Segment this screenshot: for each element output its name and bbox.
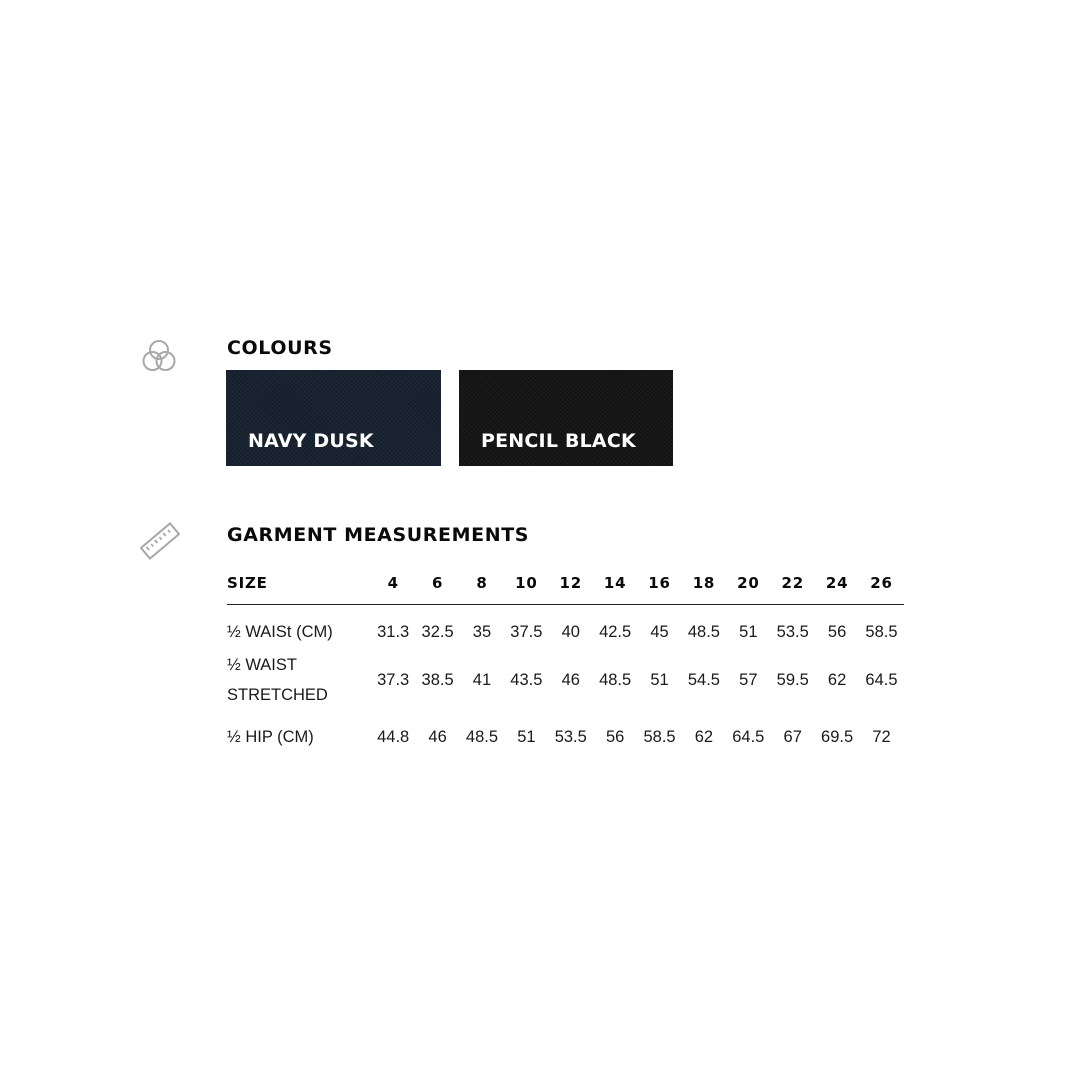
colour-swatch-pencil-black[interactable] — [459, 370, 673, 466]
table-cell: 48.5 — [687, 622, 720, 641]
table-cell: 58.5 — [643, 727, 676, 746]
table-cell: 51 — [650, 670, 669, 689]
table-cell: 35 — [472, 622, 492, 641]
table-cell: 46 — [561, 670, 580, 689]
table-cell: 56 — [605, 727, 625, 746]
table-cell: 59.5 — [776, 670, 809, 689]
size-header-cell: 4 — [371, 562, 415, 605]
measurements-table — [227, 562, 904, 763]
table-cell: 37.5 — [510, 622, 543, 641]
table-cell: 32.5 — [421, 622, 454, 641]
table-cell: 62 — [827, 670, 847, 689]
ruler-icon — [138, 520, 182, 564]
size-header-cell: 10 — [504, 562, 548, 605]
table-cell: 45 — [650, 622, 669, 641]
table-cell: 64.5 — [732, 727, 765, 746]
table-cell: 53.5 — [776, 622, 809, 641]
table-cell: 37.3 — [377, 670, 410, 689]
size-header: SIZE — [227, 562, 371, 605]
table-cell: 48.5 — [465, 727, 499, 746]
table-cell: 54.5 — [687, 670, 720, 689]
size-header-cell: 18 — [682, 562, 726, 605]
row-label: ½ HIP (CM) — [227, 728, 314, 746]
table-cell: 42.5 — [599, 622, 632, 641]
size-header-cell: 14 — [593, 562, 637, 605]
size-header-cell: 26 — [859, 562, 903, 605]
table-cell: 48.5 — [599, 670, 632, 689]
table-cell: 51 — [739, 622, 758, 641]
table-cell: 51 — [517, 727, 536, 746]
table-cell: 44.8 — [377, 727, 410, 746]
table-cell: 53.5 — [554, 727, 587, 746]
size-header-cell: 20 — [726, 562, 770, 605]
size-header-cell: 12 — [549, 562, 593, 605]
size-header-cell: 8 — [460, 562, 504, 605]
colour-swatch-navy-dusk[interactable] — [226, 370, 441, 466]
row-label: ½ WAISt (CM) — [227, 623, 333, 641]
size-header-cell: 22 — [771, 562, 815, 605]
row-label: ½ WAIST STRETCHED — [227, 656, 328, 704]
table-cell: 38.5 — [421, 670, 454, 689]
table-cell: 40 — [561, 622, 580, 641]
table-row — [227, 711, 904, 763]
table-cell: 41 — [472, 670, 492, 689]
table-header-row — [227, 562, 904, 605]
swatch-label: PENCIL BLACK — [481, 430, 636, 452]
overlapping-circles-icon — [140, 338, 178, 374]
table-cell: 56 — [827, 622, 847, 641]
table-cell: 64.5 — [865, 670, 898, 689]
table-row — [227, 615, 904, 649]
table-cell: 57 — [739, 670, 758, 689]
size-header-cell: 16 — [637, 562, 681, 605]
table-cell: 46 — [428, 727, 447, 746]
table-cell: 67 — [783, 727, 802, 746]
table-cell: 69.5 — [821, 727, 854, 746]
table-cell: 31.3 — [377, 622, 410, 641]
table-cell: 72 — [872, 727, 891, 746]
table-cell: 62 — [694, 727, 714, 746]
colours-heading: COLOURS — [227, 337, 333, 359]
size-header-cell: 6 — [415, 562, 459, 605]
garment-measurements-heading: GARMENT MEASUREMENTS — [227, 524, 530, 546]
swatch-label: NAVY DUSK — [248, 430, 374, 452]
table-row — [227, 649, 904, 711]
table-cell: 58.5 — [865, 622, 898, 641]
table-cell: 43.5 — [510, 670, 543, 689]
size-header-cell: 24 — [815, 562, 859, 605]
